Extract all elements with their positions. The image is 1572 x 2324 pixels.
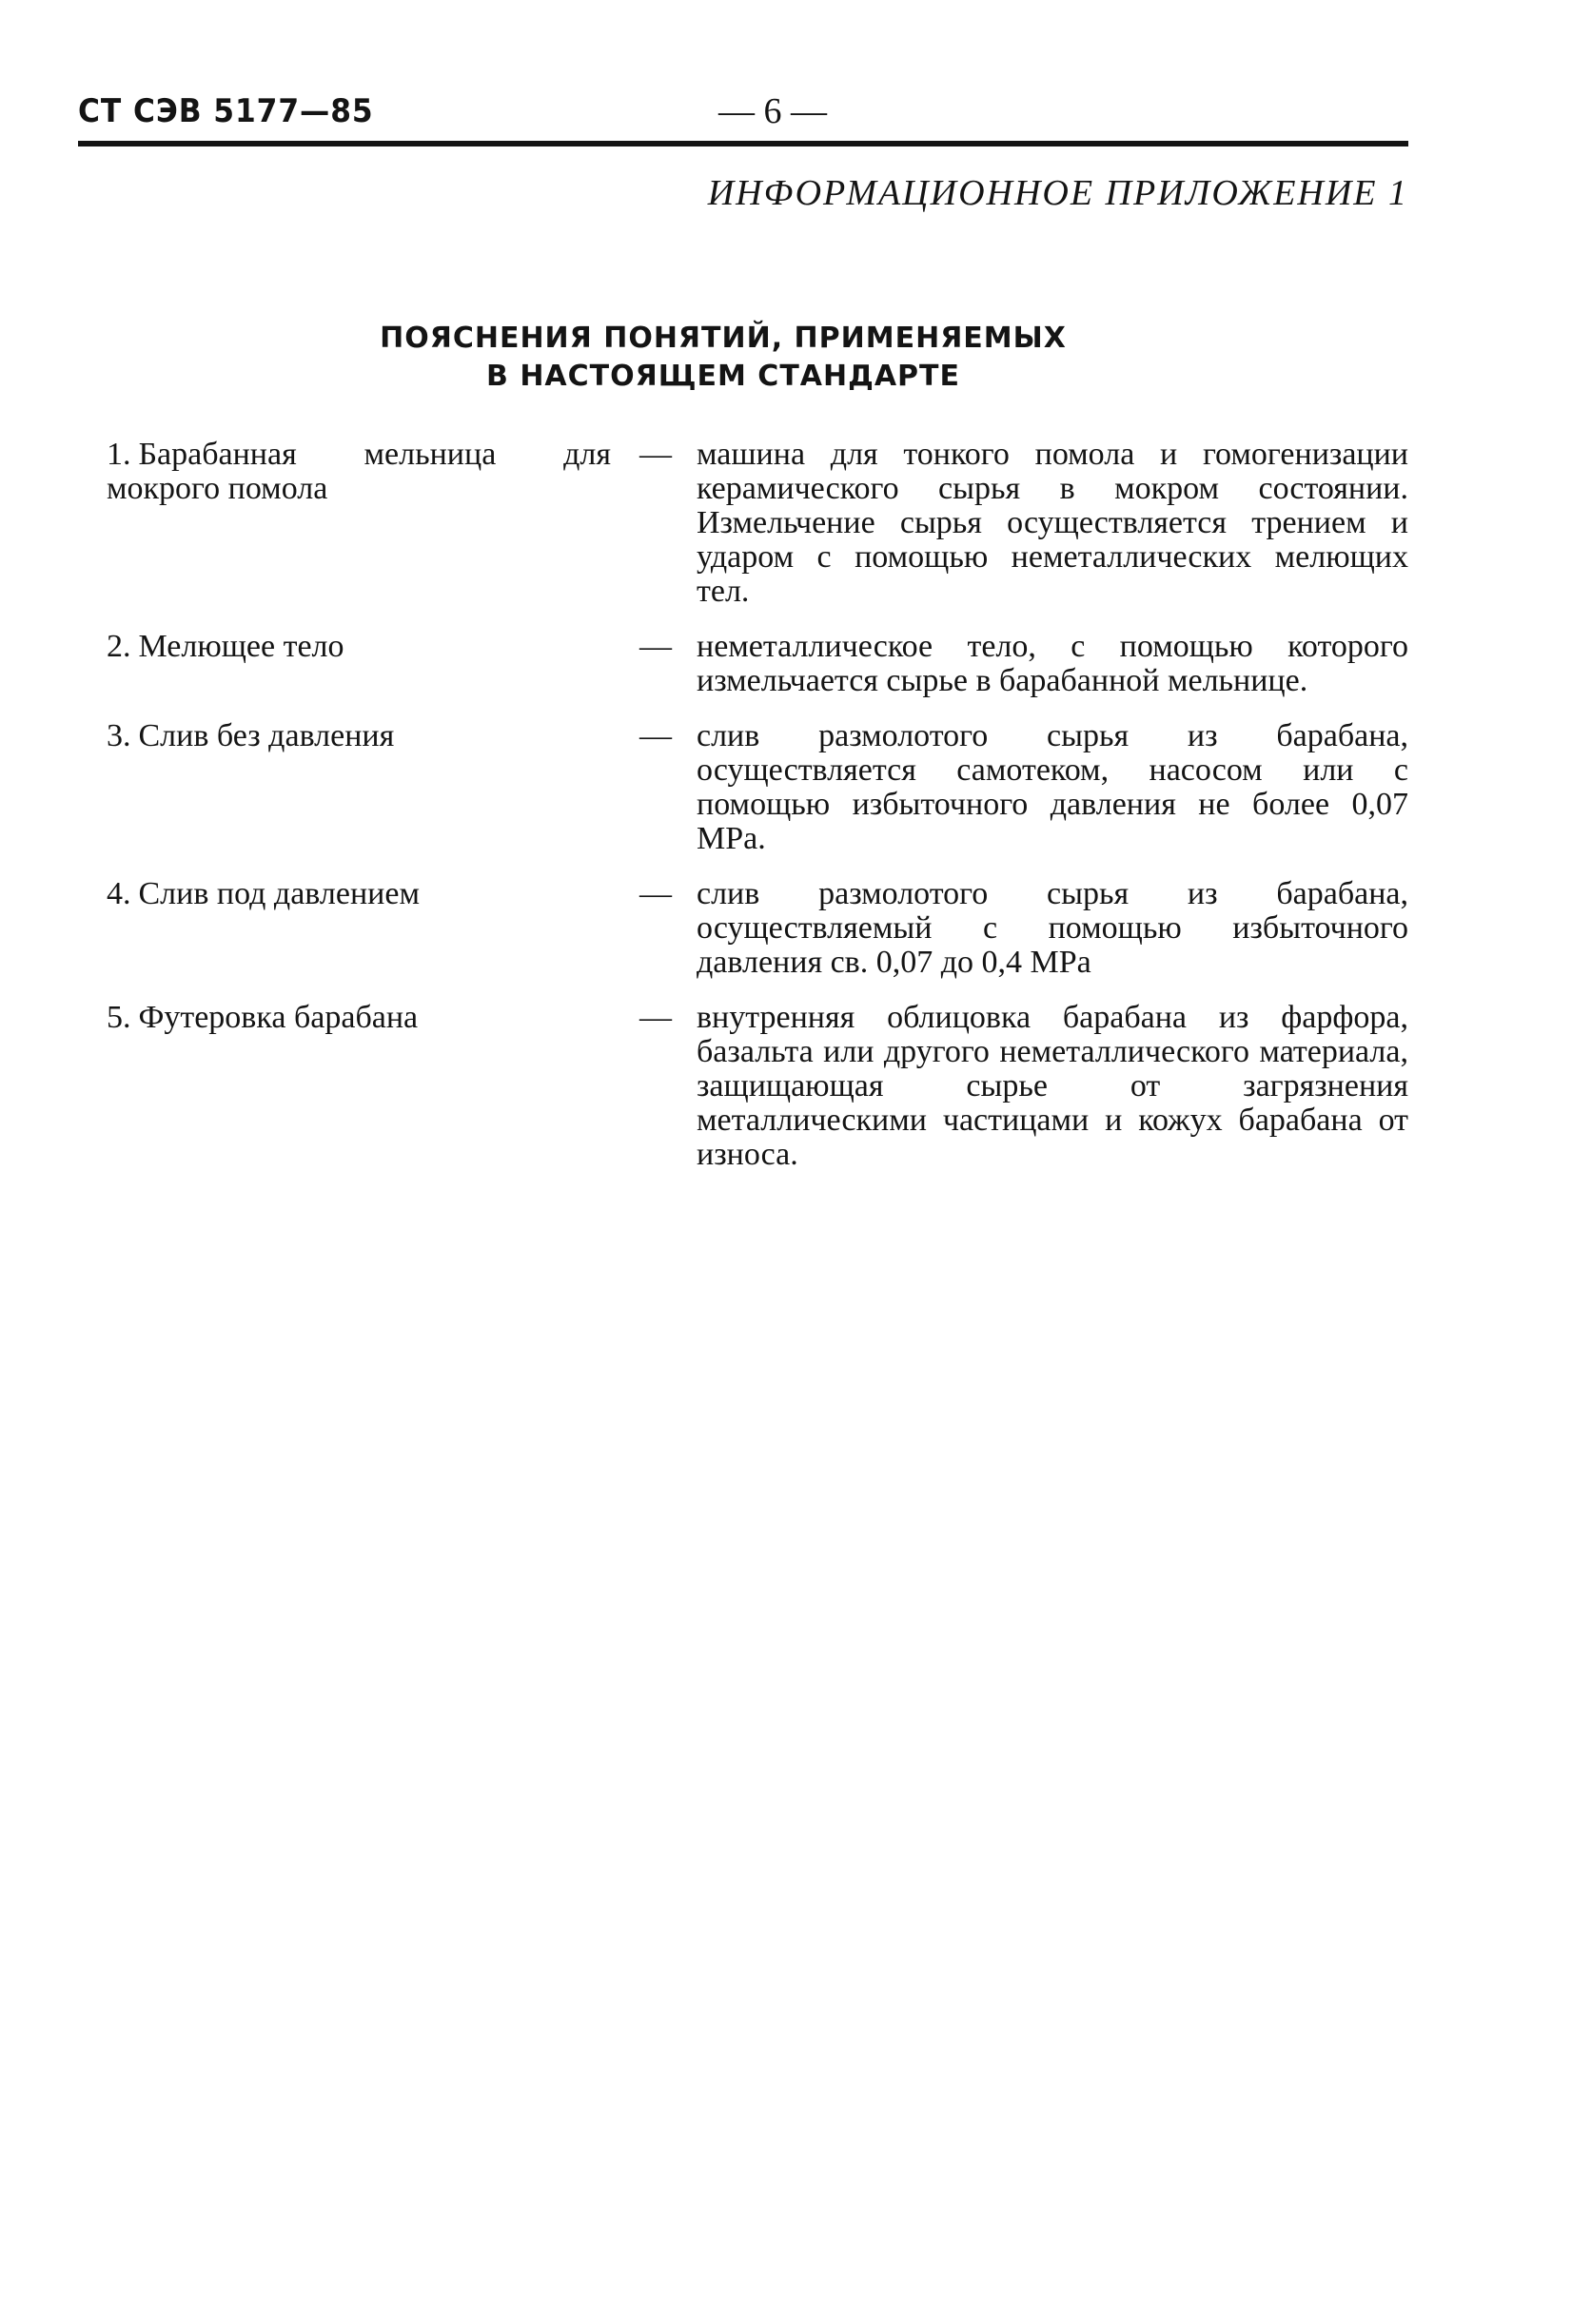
term-row bbox=[107, 438, 1408, 609]
section-title-line-2: В НАСТОЯЩЕМ СТАНДАРТЕ bbox=[486, 360, 960, 393]
term-name: Мелющее тело bbox=[138, 629, 344, 664]
term-definition: слив размолотого сырья из барабана, осуществляемый с помощью избыточного давления св. 0,07 до 0,4 МРа bbox=[697, 876, 1408, 980]
term-name: Слив под давлением bbox=[138, 876, 420, 911]
term-name-cell bbox=[107, 1001, 639, 1035]
page-number: — 6 — bbox=[718, 91, 827, 131]
term-definition-cell bbox=[639, 1001, 1408, 1172]
term-name-cell bbox=[107, 630, 639, 664]
term-definition: неметаллическое тело, с помощью которого измельчается сырье в барабанной мельнице. bbox=[697, 629, 1408, 698]
term-name: Футеровка барабана bbox=[138, 1000, 419, 1035]
term-definition: слив размолотого сырья из барабана, осуществляется самотеком, насосом или с помощью избыточного давления не более 0,07 МРа. bbox=[697, 718, 1408, 856]
term-number: 3. bbox=[107, 718, 131, 753]
term-definition-cell bbox=[639, 438, 1408, 609]
term-definition-cell bbox=[639, 877, 1408, 980]
definition-dash: — bbox=[639, 876, 672, 911]
section-title-line-1: ПОЯСНЕНИЯ ПОНЯТИЙ, ПРИМЕНЯЕМЫХ bbox=[380, 322, 1067, 355]
definition-dash: — bbox=[639, 437, 672, 472]
term-name-cell bbox=[107, 719, 639, 753]
term-row bbox=[107, 877, 1408, 980]
term-row bbox=[107, 630, 1408, 698]
term-number: 2. bbox=[107, 629, 131, 664]
term-name: Слив без давления bbox=[138, 718, 395, 753]
term-row bbox=[107, 1001, 1408, 1172]
term-definition-cell bbox=[639, 719, 1408, 856]
term-number: 1. bbox=[107, 437, 131, 472]
term-definition: машина для тонкого помола и гомогенизации керамического сырья в мокром состоянии. Измельчение сырья осуществляется трением и ударом с помощью неметаллических мелющих тел. bbox=[697, 437, 1408, 609]
document-code: СТ СЭВ 5177—85 bbox=[78, 92, 374, 130]
term-name-cell bbox=[107, 438, 639, 506]
term-name-cell bbox=[107, 877, 639, 911]
term-number: 5. bbox=[107, 1000, 131, 1035]
term-number: 4. bbox=[107, 876, 131, 911]
definition-dash: — bbox=[639, 629, 672, 664]
header-divider bbox=[78, 141, 1408, 146]
term-definition: внутренняя облицовка барабана из фарфора, базальта или другого неметаллического материала, защищающая сырье от загрязнения металлическими частицами и кожух барабана от износа. bbox=[697, 1000, 1408, 1172]
term-name: Барабанная мельница для мокрого помола bbox=[107, 437, 611, 506]
page-header bbox=[78, 88, 1408, 135]
term-row bbox=[107, 719, 1408, 856]
appendix-caption: ИНФОРМАЦИОННОЕ ПРИЛОЖЕНИЕ 1 bbox=[707, 173, 1408, 213]
definition-dash: — bbox=[639, 718, 672, 753]
definition-dash: — bbox=[639, 1000, 672, 1035]
term-definition-cell bbox=[639, 630, 1408, 698]
section-title bbox=[362, 320, 1085, 396]
terms-list bbox=[107, 438, 1408, 1172]
